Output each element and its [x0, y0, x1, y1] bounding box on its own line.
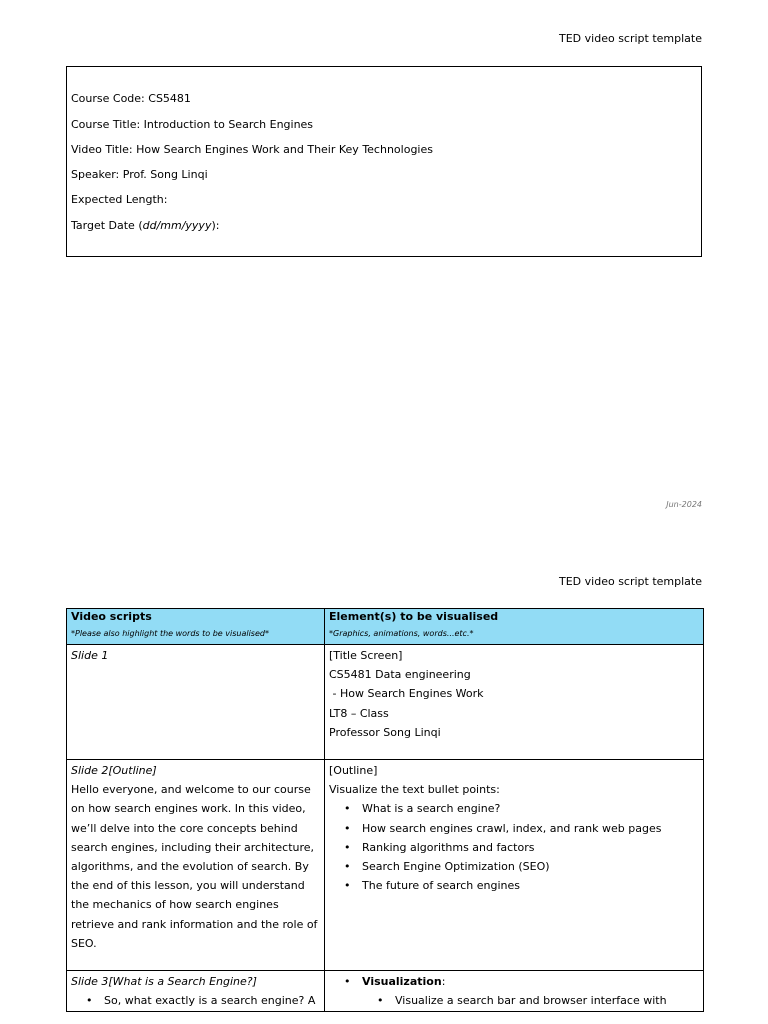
col-elements-visualised — [325, 609, 704, 645]
script-line: search engines, including their architecture, — [71, 840, 315, 854]
expected-length: Expected Length: — [71, 193, 168, 206]
script-bullets — [71, 991, 320, 1010]
table-row — [67, 645, 704, 760]
visualization-label: Visualization — [362, 975, 442, 988]
list-item: • Search Engine Optimization (SEO) — [362, 857, 699, 876]
col2-title: Element(s) to be visualised — [329, 610, 499, 623]
table-header-row — [67, 609, 704, 645]
list-item: • Visualize a search bar and browser interface with — [395, 991, 699, 1010]
visual-intro: Visualize the text bullet points: — [329, 783, 500, 797]
table-row — [67, 760, 704, 971]
script-line: SEO. — [71, 936, 97, 950]
script-line: Hello everyone, and welcome to our course — [71, 783, 311, 797]
slide-label: Slide 1 — [71, 649, 109, 662]
page-header-2: TED video script template — [559, 575, 702, 588]
slide-label: Slide 2[Outline] — [71, 764, 157, 777]
script-line: the end of this lesson, you will understand — [71, 879, 305, 893]
script-cell — [67, 971, 325, 1012]
footer-date: Jun-2024 — [666, 500, 702, 509]
visual-sub-bullets — [362, 991, 699, 1010]
script-line: algorithms, and the evolution of search. By — [71, 860, 309, 874]
course-code: Course Code: CS5481 — [71, 92, 191, 105]
list-item: • So, what exactly is a search engine? A — [104, 991, 320, 1010]
visual-cell — [325, 971, 704, 1012]
visual-bullets — [329, 972, 699, 1010]
col1-title: Video scripts — [71, 610, 152, 623]
visual-cell — [325, 645, 704, 760]
target-date-format: dd/mm/yyyy — [142, 219, 212, 232]
target-date-prefix: Target Date ( — [71, 219, 143, 232]
col1-note: *Please also highlight the words to be visualised* — [71, 629, 269, 638]
col2-note: *Graphics, animations, words...etc.* — [329, 629, 474, 638]
list-item: • What is a search engine? — [362, 799, 699, 818]
video-title: Video Title: How Search Engines Work and Their Key Technologies — [71, 143, 433, 156]
visual-line: - How Search Engines Work — [329, 687, 484, 701]
visual-line: Professor Song Linqi — [329, 725, 441, 739]
visual-line: CS5481 Data engineering — [329, 668, 471, 682]
script-line: we’ll delve into the core concepts behind — [71, 821, 298, 835]
visual-cell — [325, 760, 704, 971]
page-header: TED video script template — [559, 32, 702, 45]
list-item — [362, 972, 699, 1010]
slide-label: Slide 3[What is a Search Engine?] — [71, 975, 257, 988]
target-date-suffix: ): — [211, 219, 220, 232]
script-cell — [67, 760, 325, 971]
speaker: Speaker: Prof. Song Linqi — [71, 168, 208, 181]
visual-heading: [Outline] — [329, 764, 378, 777]
script-table — [66, 608, 704, 1012]
visual-line: [Title Screen] — [329, 649, 403, 662]
col-video-scripts — [67, 609, 325, 645]
list-item: • The future of search engines — [362, 876, 699, 895]
script-line: the mechanics of how search engines — [71, 898, 279, 912]
table-row — [67, 971, 704, 1012]
course-info-box — [66, 66, 702, 257]
visualization-colon: : — [441, 975, 446, 988]
course-title: Course Title: Introduction to Search Engines — [71, 118, 314, 131]
list-item: • Ranking algorithms and factors — [362, 838, 699, 857]
list-item: • How search engines crawl, index, and rank web pages — [362, 819, 699, 838]
script-line: retrieve and rank information and the role of — [71, 917, 318, 931]
visual-line: LT8 – Class — [329, 706, 389, 720]
target-date — [71, 219, 219, 232]
script-line: on how search engines work. In this video, — [71, 802, 306, 816]
outline-bullets — [329, 799, 699, 895]
script-cell — [67, 645, 325, 760]
